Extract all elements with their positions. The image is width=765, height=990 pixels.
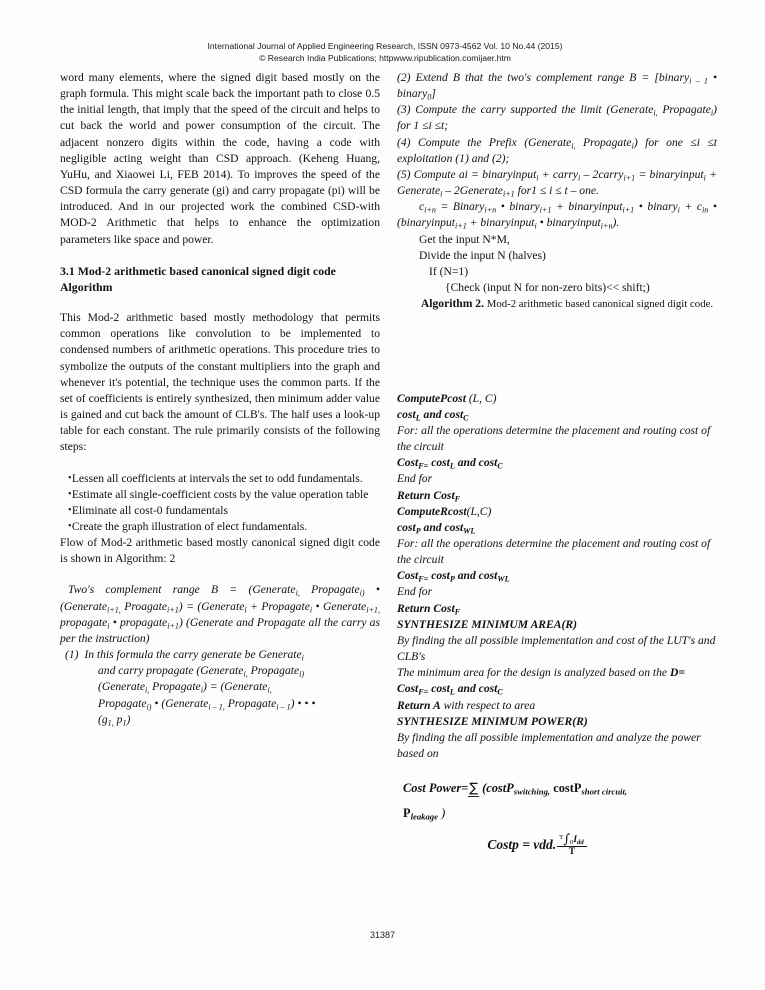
- proc-return-a: Return A with respect to area: [397, 698, 536, 712]
- pseudocode-line: If (N=1): [429, 264, 469, 278]
- section-heading-3-1: 3.1 Mod-2 arithmetic based canonical signed digit code Algorithm: [60, 263, 336, 294]
- bullet-icon: •: [68, 472, 72, 484]
- list-item: [60, 471, 380, 487]
- cost-procedures-block: [397, 391, 717, 763]
- item-continuation: and carry propagate (Generate$_{i,}$ Propagate$_{i)}$: [98, 664, 305, 679]
- algorithm-2-pseudocode: [397, 232, 717, 297]
- integral-icon: ∫: [563, 832, 570, 848]
- costp-equation: Costp = vdd. $\frac{^T\int_0I_{dd}}{T}$: [397, 834, 717, 858]
- proc-computepcost: ComputePcost (L, C): [397, 391, 497, 405]
- fraction-denominator: T: [568, 847, 576, 858]
- left-paragraph-2: This Mod-2 arithmetic based mostly methodology that permits common operations like convolution to be implemented to condensed numbers of arithmetic operations. This procedure tries to symbolize the outputs of the constant multipliers into the graph and whenever it's potential, the technique uses the common parts. If the set of coefficients is entirely synthesized, then minimum adder value is gained and cut back the amount of CLB's. The half uses a look-up table for each constant. The rule primarily consists of the following steps:: [60, 311, 380, 454]
- page-number: 31387: [369, 930, 396, 940]
- spacer: [60, 248, 380, 263]
- list-item-label: Estimate all single-coefficient costs by the value operation table: [71, 487, 369, 501]
- caption-label: Algorithm 2.: [420, 297, 485, 311]
- summation-icon: ∑: [469, 781, 478, 797]
- running-header: [60, 40, 710, 65]
- list-item: [60, 503, 380, 519]
- proc-synth-min-area: SYNTHESIZE MINIMUM AREA(R): [397, 617, 577, 631]
- spacer: [60, 295, 380, 310]
- step-5: (5) Compute ai = binaryinput$_i$ + carry$_i$ – 2carry$_{i+1}$ = binaryinput$_i$ + Generate$_i$ – 2Generate$_{i+1}$ for1 ≤ i ≤ t – one.: [397, 167, 717, 199]
- item-continuation: (Generate$_{i,}$ Propagate$_i$) = (Generate$_{i,}$: [98, 680, 272, 695]
- step-2: (2) Extend B that the two's complement range B = [binary$_{i - 1}$ • binary$_0$]: [397, 71, 717, 102]
- journal-line: International Journal of Applied Engineering Research, ISSN 0973-4562 Vol. 10 No.44 (2015): [207, 41, 563, 51]
- proc-costf-assign-2: Cost$_{F=}$ cost$_P$ and cost$_{WL}$: [397, 569, 510, 584]
- proc-synth-min-power: SYNTHESIZE MINIMUM POWER(R): [397, 714, 588, 728]
- proc-end-for-1: End for: [397, 472, 433, 486]
- bullet-icon: •: [68, 504, 72, 516]
- proc-costf-assign-1: Cost$_{F=}$ cost$_L$ and cost$_C$: [397, 456, 503, 471]
- twos-complement-formula: Two's complement range B = (Generate$_{i,}$ Propagate$_{i)}$ • (Generate$_{i+1,}$ Proagate$_{i+1}$) = (Generate$_i$ + Propagate$_i$ • Generate$_{i+1,}$ propagate$_i$ • propagate$_{i+1}$) (Generate and Propagate all the carry as per the instruction): [60, 583, 381, 645]
- proc-min-area-line: The minimum area for the design is analyzed based on the D= Cost$_{F=}$ cost$_L$ and cost$_C$: [397, 666, 685, 697]
- step-3: (3) Compute the carry supported the limit (Generate$_{i,}$ Propagate$_i$) for 1 ≤i ≤t;: [397, 103, 717, 133]
- spacer: [60, 567, 380, 582]
- proc-cost-p-wl: cost$_P$ and cost$_{WL}$: [397, 520, 476, 536]
- proc-area-desc: By finding the all possible implementation and cost of the LUT's and CLB's: [397, 633, 716, 664]
- proc-for-line-2: For: all the operations determine the placement and routing cost of the circuit: [397, 537, 711, 567]
- bullet-icon: •: [68, 488, 72, 500]
- carry-equation: $c_{i+n}$ = Binary$_{i+n}$ • binary$_{i+1}$ + binaryinput$_{i+1}$ • binary$_i$ + $c_{in}$ • (binaryinput$_{i+1}$ + binaryinput$_i$ • binaryinput$_{i+n}$).: [397, 200, 717, 231]
- pseudocode-line: Divide the input N (halves): [419, 248, 546, 262]
- publisher-line: © Research India Publications; httpwww.ripublication.comijaer.htm: [259, 53, 511, 64]
- pseudocode-line: Get the input N*M,: [419, 232, 510, 246]
- item-number: (1): [65, 648, 79, 662]
- spacer: [397, 762, 717, 777]
- proc-for-line: For: all the operations determine the placement and routing cost of the circuit: [397, 423, 711, 454]
- proc-computercost: ComputeRcost(L,C): [397, 504, 492, 518]
- list-item-label: Eliminate all cost-0 fundamentals: [71, 503, 228, 517]
- list-item-label: Lessen all coefficients at intervals the set to odd fundamentals.: [71, 471, 363, 485]
- cost-power-equation: Cost Power=∑ (costP$_{switching,}$ costP$_{short circuit,}$ $P_{leakage}$ ): [397, 777, 717, 824]
- left-paragraph-3: Flow of Mod-2 arithmetic based mostly canonical signed digit code is shown in Algorithm: 2: [60, 536, 380, 566]
- spacer: [60, 456, 380, 471]
- proc-return-cost-2: Return Cost$_F$: [397, 601, 461, 616]
- caption-text: Mod-2 arithmetic based canonical signed digit code.: [484, 298, 714, 311]
- algorithm-2-caption: [397, 296, 717, 312]
- bullet-icon: •: [68, 521, 72, 532]
- proc-cost-l-c: cost$_L$ and cost$_C$: [397, 407, 469, 423]
- spacer: [397, 367, 717, 391]
- proc-power-desc: By finding the all possible implementation and analyze the power based on: [397, 730, 701, 761]
- right-column: [397, 70, 717, 858]
- item-continuation: ($g_{1,}$ $p_1$): [98, 712, 131, 727]
- item-continuation: Propagate$_{i)}$ • (Generate$_{i - 1,}$ Propagate$_{i - 1}$) • • •: [98, 696, 316, 711]
- list-item: [60, 487, 380, 503]
- numbered-item-1: (1) In this formula the carry generate be Generate$_i$ and carry propagate (Generate$_{i,}$ Propagate$_{i)}$ (Generate$_{i,}$ Propagate$_i$) = (Generate$_{i,}$ Propagate$_{i)}$ • (Generate$_{i - 1,}$ Propagate$_{i - 1}$) • • • ($g_{1,}$ $p_1$): [60, 647, 380, 728]
- proc-return-cost-1: Return Cost$_F$: [397, 488, 461, 503]
- step-4: (4) Compute the Prefix (Generate$_{i,}$ Propagate$_i$) for one ≤i ≤t exploitation (1) and (2);: [397, 135, 717, 165]
- spacer: [397, 313, 717, 367]
- integral-fraction: [557, 834, 587, 858]
- pseudocode-line: {Check (input N for non-zero bits)<< shift;): [445, 281, 650, 295]
- left-column: [60, 70, 380, 728]
- list-item: [60, 519, 380, 535]
- leakage-term: $P_{leakage}$ ): [403, 806, 446, 822]
- steps-bullet-list: [60, 471, 380, 536]
- proc-end-for-2: End for: [397, 585, 433, 599]
- fraction-numerator: $^T\int_0I_{dd}$: [557, 834, 587, 847]
- left-paragraph-1: word many elements, where the signed digit based mostly on the graph formula. This might scale back the important path to close 0.5 the initial length, that imply that the speed of the circuit and helps to cut back the world and power consumption of the circuit. The adjacent nonzero digits within the code, having a code with negligible acting weight than CSD approach. (Keheng Huang, YuHu, and Xiaowei Li, FEB 2014). To improves the speed of the CSD formula the carry generate (gi) and carry propagate (pi) will be introduced. And in our projected work the combined CSD-with MOD-2 Arithmetic that helps to enhance the optimization parameters like space and power.: [60, 71, 380, 246]
- list-item-label: Create the graph illustration of elect fundamentals.: [71, 520, 308, 533]
